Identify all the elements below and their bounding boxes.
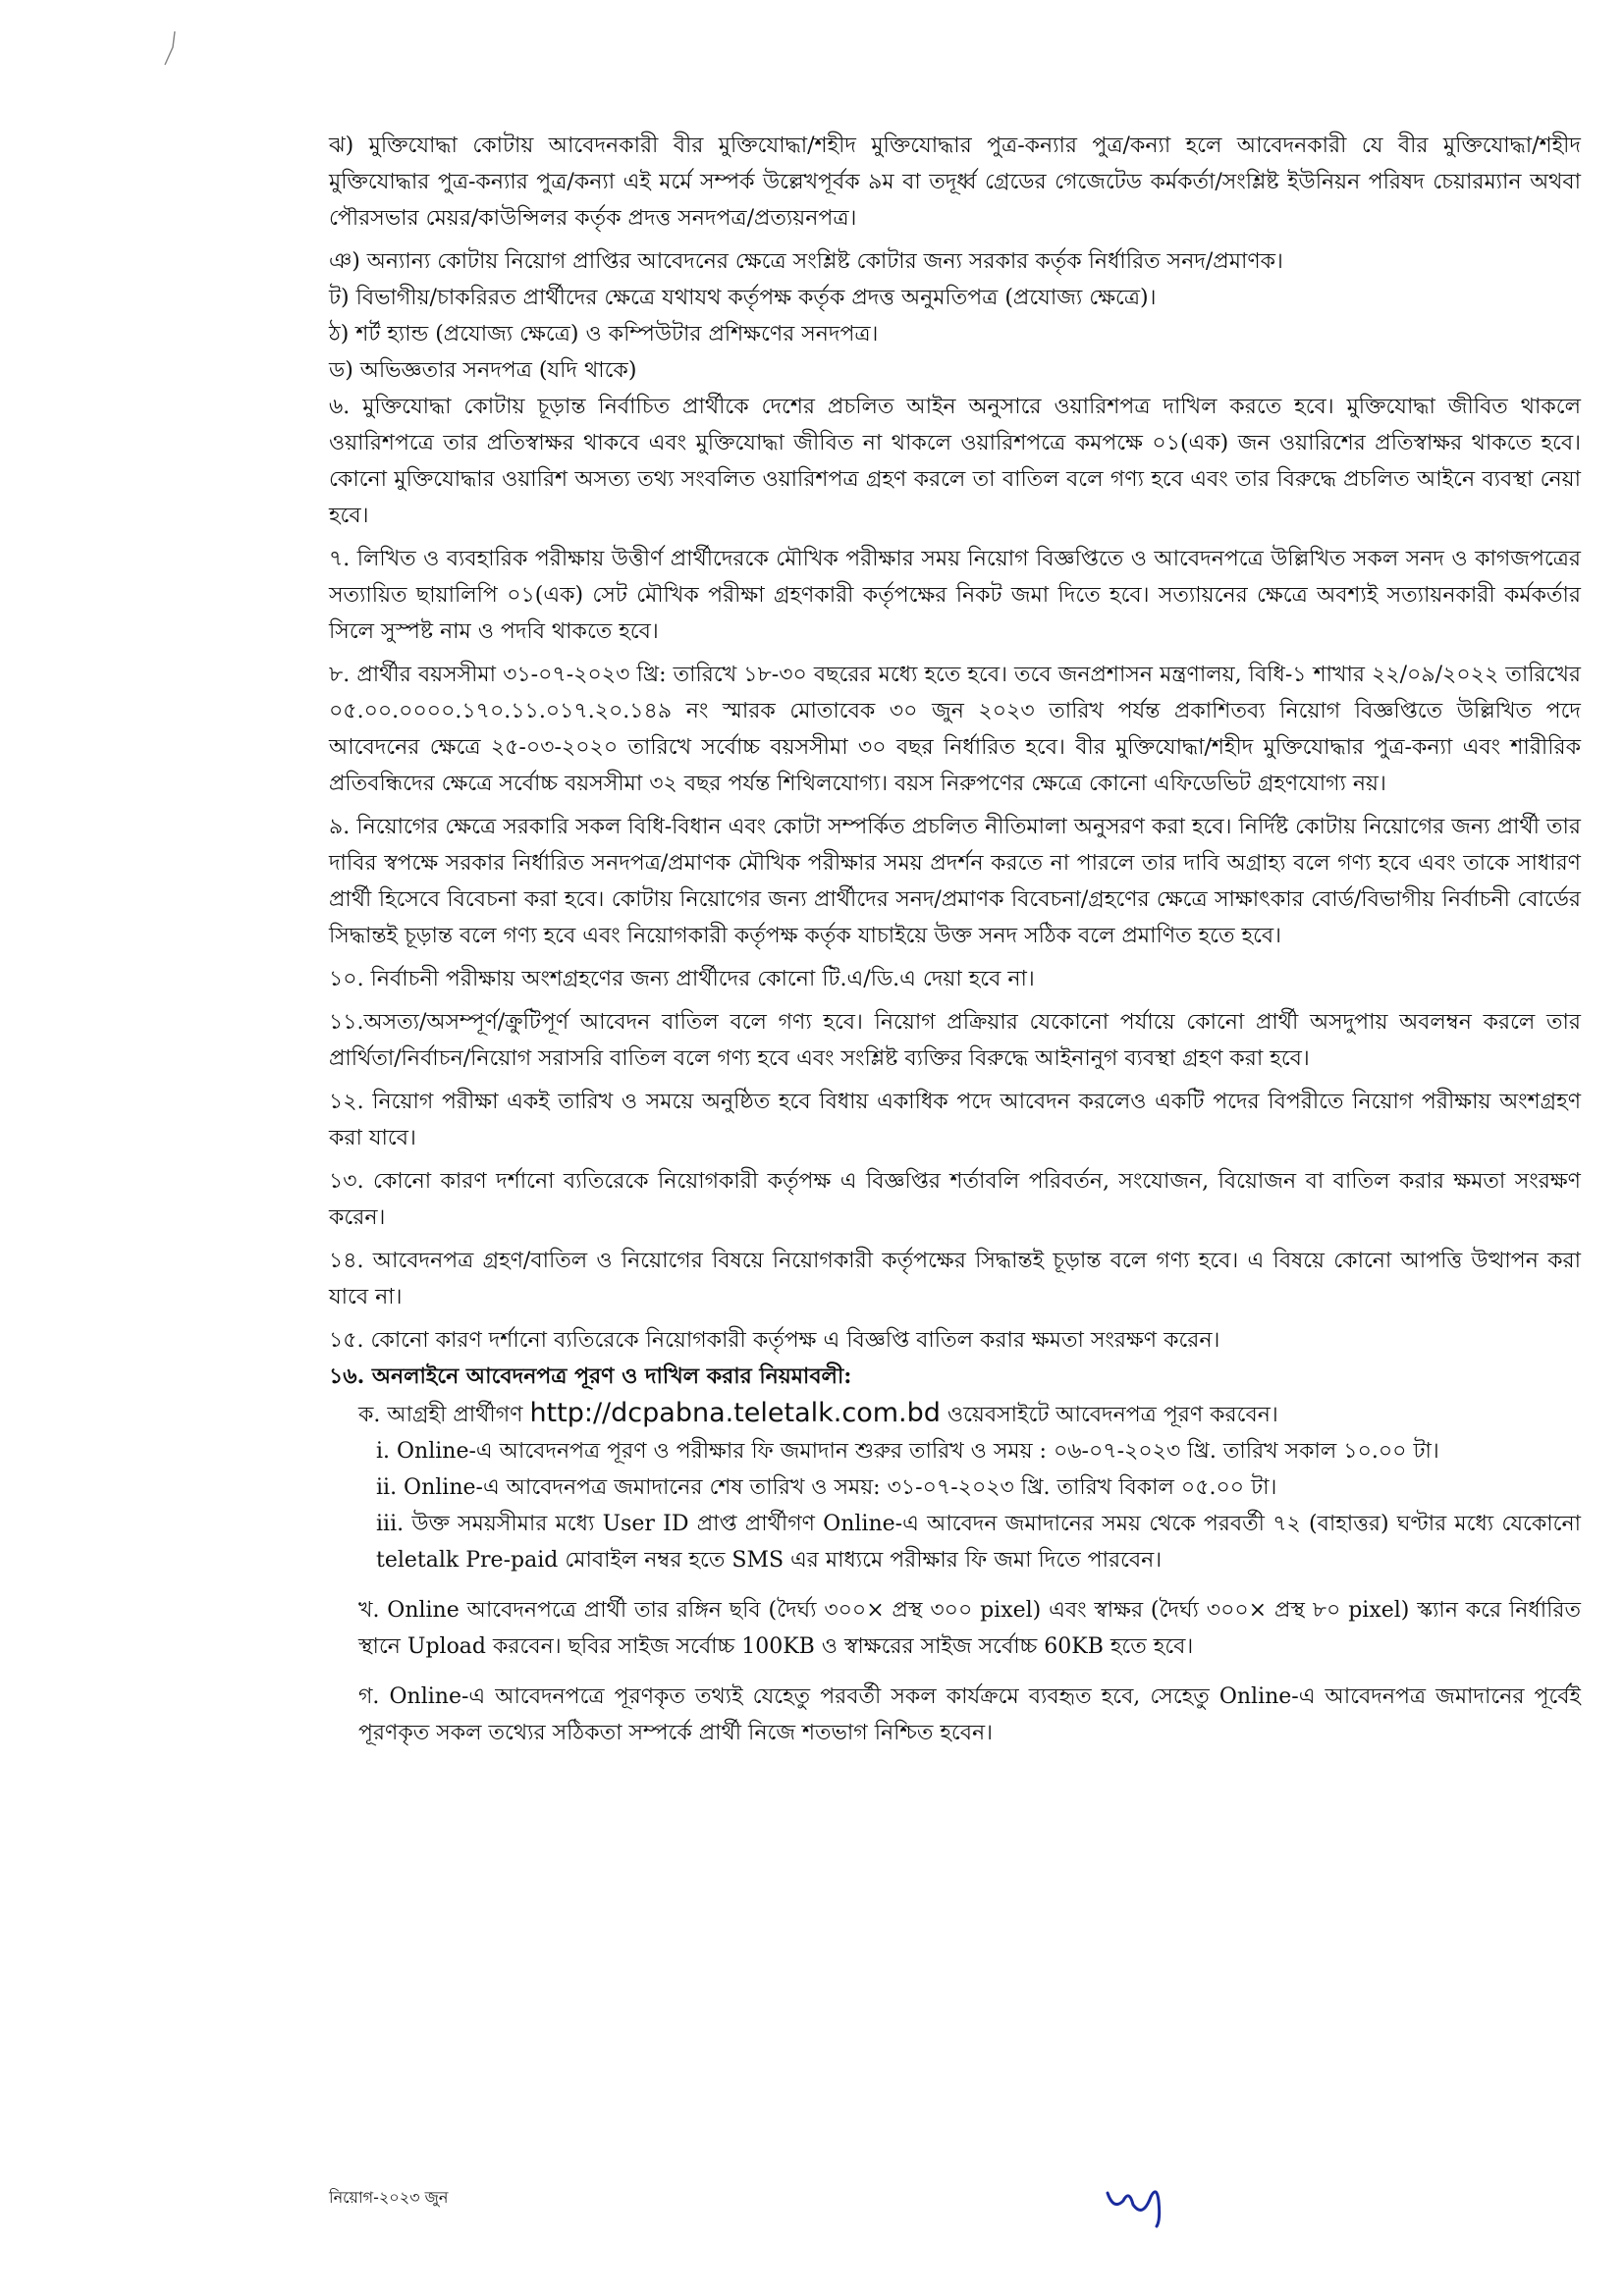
document-body	[329, 128, 1581, 1758]
application-url-link[interactable]: http://dcpabna.teletalk.com.bd	[529, 1398, 941, 1428]
clause-12: ১২. নিয়োগ পরীক্ষা একই তারিখ ও সময়ে অনুষ্ঠিত হবে বিধায় একাধিক পদে আবেদন করলেও একটি পদের বিপরীতে নিয়োগ পরীক্ষায় অংশগ্রহণ করা যাবে।	[329, 1090, 1581, 1150]
clause-11: ১১.অসত্য/অসম্পূর্ণ/ক্রুটিপূর্ণ আবেদন বাতিল বলে গণ্য হবে। নিয়োগ প্রক্রিয়ার যেকোনো পর্যায়ে কোনো প্রার্থী অসদুপায় অবলম্বন করলে তার প্রার্থিতা/নির্বাচন/নিয়োগ সরাসরি বাতিল বলে গণ্য হবে এবং সংশ্লিষ্ট ব্যক্তির বিরুদ্ধে আইনানুগ ব্যবস্থা গ্রহণ করা হবে।	[329, 1010, 1581, 1071]
item-tha: ঠ) শর্ট হ্যান্ড (প্রযোজ্য ক্ষেত্রে) ও কম্পিউটার প্রশিক্ষণের সনদপত্র।	[329, 322, 879, 347]
handwritten-signature-icon	[1100, 2171, 1178, 2230]
clause-6: ৬. মুক্তিযোদ্ধা কোটায় চূড়ান্ত নির্বাচিত প্রার্থীকে দেশের প্রচলিত আইন অনুসারে ওয়ারিশপত্র দাখিল করতে হবে। মুক্তিযোদ্ধা জীবিত থাকলে ওয়ারিশপত্রে তার প্রতিস্বাক্ষর থাকবে এবং মুক্তিযোদ্ধা জীবিত না থাকলে ওয়ারিশপত্রে কমপক্ষে ০১(এক) জন ওয়ারিশের প্রতিস্বাক্ষর থাকতে হবে। কোনো মুক্তিযোদ্ধার ওয়ারিশ অসত্য তথ্য সংবলিত ওয়ারিশপত্র গ্রহণ করলে তা বাতিল বলে গণ্য হবে এবং তার বিরুদ্ধে প্রচলিত আইনে ব্যবস্থা নেয়া হবে।	[329, 395, 1581, 528]
footer-note: নিয়োগ-২০২৩ জুন	[329, 2188, 449, 2207]
clause-7: ৭. লিখিত ও ব্যবহারিক পরীক্ষায় উত্তীর্ণ প্রার্থীদেরকে মৌখিক পরীক্ষার সময় নিয়োগ বিজ্ঞপ্তিতে ও আবেদনপত্রে উল্লিখিত সকল সনদ ও কাগজপত্রের সত্যায়িত ছায়ালিপি ০১(এক) সেট মৌখিক পরীক্ষা গ্রহণকারী কর্তৃপক্ষের নিকট জমা দিতে হবে। সত্যায়নের ক্ষেত্রে অবশ্যই সত্যায়নকারী কর্মকর্তার সিলে সুস্পষ্ট নাম ও পদবি থাকতে হবে।	[329, 547, 1581, 644]
item-jha: ঝ) মুক্তিযোদ্ধা কোটায় আবেদনকারী বীর মুক্তিযোদ্ধা/শহীদ মুক্তিযোদ্ধার পুত্র-কন্যার পুত্র/কন্যা হলে আবেদনকারী যে বীর মুক্তিযোদ্ধা/শহীদ মুক্তিযোদ্ধার পুত্র-কন্যার পুত্র/কন্যা এই মর্মে সম্পর্ক উল্লেখপূর্বক ৯ম বা তদূর্ধ্ব গ্রেডের গেজেটেড কর্মকর্তা/সংশ্লিষ্ট ইউনিয়ন পরিষদ চেয়ারম্যান অথবা পৌরসভার মেয়র/কাউন্সিলর কর্তৃক প্রদত্ত সনদপত্র/প্রত্যয়নপত্র।	[329, 133, 1581, 231]
item-da: ড) অভিজ্ঞতার সনদপত্র (যদি থাকে)	[329, 358, 637, 383]
clause-15: ১৫. কোনো কারণ দর্শানো ব্যতিরেকে নিয়োগকারী কর্তৃপক্ষ এ বিজ্ঞপ্তি বাতিল করার ক্ষমতা সংরক্ষণ করেন।	[329, 1328, 1220, 1353]
clause-9: ৯. নিয়োগের ক্ষেত্রে সরকারি সকল বিধি-বিধান এবং কোটা সম্পর্কিত প্রচলিত নীতিমালা অনুসরণ করা হবে। নির্দিষ্ট কোটায় নিয়োগের জন্য প্রার্থী তার দাবির স্বপক্ষে সরকার নির্ধারিত সনদপত্র/প্রমাণক মৌখিক পরীক্ষার সময় প্রদর্শন করতে না পারলে তার দাবি অগ্রাহ্য বলে গণ্য হবে এবং তাকে সাধারণ প্রার্থী হিসেবে বিবেচনা করা হবে। কোটায় নিয়োগের জন্য প্রার্থীদের সনদ/প্রমাণক বিবেচনা/গ্রহণের ক্ষেত্রে সাক্ষাৎকার বোর্ড/বিভাগীয় নির্বাচনী বোর্ডের সিদ্ধান্তই চূড়ান্ত বলে গণ্য হবে এবং নিয়োগকারী কর্তৃপক্ষ কর্তৃক যাচাইয়ে উক্ত সনদ সঠিক বলে প্রমাণিত হতে হবে।	[329, 815, 1581, 948]
clause-16-ka-suffix: ওয়েবসাইটে আবেদনপত্র পূরণ করবেন।	[947, 1403, 1278, 1427]
clause-16-ka	[329, 1395, 1581, 1433]
item-nya: ঞ) অন্যান্য কোটায় নিয়োগ প্রাপ্তির আবেদনের ক্ষেত্রে সংশ্লিষ্ট কোটার জন্য সরকার কর্তৃক নির্ধারিত সনদ/প্রমাণক।	[329, 249, 1283, 274]
clause-8: ৮. প্রার্থীর বয়সসীমা ৩১-০৭-২০২৩ খ্রি: তারিখে ১৮-৩০ বছরের মধ্যে হতে হবে। তবে জনপ্রশাসন মন্ত্রণালয়, বিধি-১ শাখার ২২/০৯/২০২২ তারিখের ০৫.০০.০০০০.১৭০.১১.০১৭.২০.১৪৯ নং স্মারক মোতাবেক ৩০ জুন ২০২৩ তারিখ পর্যন্ত প্রকাশিতব্য নিয়োগ বিজ্ঞপ্তিতে উল্লিখিত পদে আবেদনের ক্ষেত্রে ২৫-০৩-২০২০ তারিখে সর্বোচ্চ বয়সসীমা ৩০ বছর নির্ধারিত হবে। বীর মুক্তিযোদ্ধা/শহীদ মুক্তিযোদ্ধার পুত্র-কন্যা এবং শারীরিক প্রতিবন্ধিদের ক্ষেত্রে সর্বোচ্চ বয়সসীমা ৩২ বছর পর্যন্ত শিথিলযোগ্য। বয়স নিরুপণের ক্ষেত্রে কোনো এফিডেভিট গ্রহণযোগ্য নয়।	[329, 663, 1581, 796]
clause-16-heading: ১৬. অনলাইনে আবেদনপত্র পূরণ ও দাখিল করার নিয়মাবলী:	[329, 1363, 852, 1389]
clause-16-i: i. Online-এ আবেদনপত্র পূরণ ও পরীক্ষার ফি জমাদান শুরুর তারিখ ও সময় : ০৬-০৭-২০২৩ খ্রি. তারিখ সকাল ১০.০০ টা।	[376, 1439, 1439, 1464]
clause-13: ১৩. কোনো কারণ দর্শানো ব্যতিরেকে নিয়োগকারী কর্তৃপক্ষ এ বিজ্ঞপ্তির শর্তাবলি পরিবর্তন, সংযোজন, বিয়োজন বা বাতিল করার ক্ষমতা সংরক্ষণ করেন।	[329, 1169, 1581, 1230]
clause-10: ১০. নির্বাচনী পরীক্ষায় অংশগ্রহণের জন্য প্রার্থীদের কোনো টি.এ/ডি.এ দেয়া হবে না।	[329, 967, 1035, 991]
clause-16-ga: গ. Online-এ আবেদনপত্রে পূরণকৃত তথ্যই যেহেতু পরবর্তী সকল কার্যক্রমে ব্যবহৃত হবে, সেহেতু Online-এ আবেদনপত্র জমাদানের পূর্বেই পূরণকৃত সকল তথ্যের সঠিকতা সম্পর্কে প্রার্থী নিজে শতভাগ নিশ্চিত হবেন।	[358, 1684, 1581, 1745]
clause-14: ১৪. আবেদনপত্র গ্রহণ/বাতিল ও নিয়োগের বিষয়ে নিয়োগকারী কর্তৃপক্ষের সিদ্ধান্তই চূড়ান্ত বলে গণ্য হবে। এ বিষয়ে কোনো আপত্তি উত্থাপন করা যাবে না।	[329, 1249, 1581, 1309]
clause-16-ii: ii. Online-এ আবেদনপত্র জমাদানের শেষ তারিখ ও সময়: ৩১-০৭-২০২৩ খ্রি. তারিখ বিকাল ০৫.০০ টা।	[376, 1475, 1277, 1500]
clause-16-ka-prefix: ক. আগ্রহী প্রার্থীগণ	[358, 1403, 523, 1427]
clause-16-kha: খ. Online আবেদনপত্রে প্রার্থী তার রঙ্গিন ছবি (দৈর্ঘ্য ৩০০× প্রস্থ ৩০০ pixel) এবং স্বাক্ষর (দৈর্ঘ্য ৩০০× প্রস্থ ৮০ pixel) স্ক্যান করে নির্ধারিত স্থানে Upload করবেন। ছবির সাইজ সর্বোচ্চ 100KB ও স্বাক্ষরের সাইজ সর্বোচ্চ 60KB হতে হবে।	[358, 1598, 1581, 1659]
item-ta: ট) বিভাগীয়/চাকরিরত প্রার্থীদের ক্ষেত্রে যথাযথ কর্তৃপক্ষ কর্তৃক প্রদত্ত অনুমতিপত্র (প্রযোজ্য ক্ষেত্রে)।	[329, 286, 1157, 310]
scan-mark-icon	[161, 27, 190, 67]
clause-16-iii: iii. উক্ত সময়সীমার মধ্যে User ID প্রাপ্ত প্রার্থীগণ Online-এ আবেদন জমাদানের সময় থেকে পরবর্তী ৭২ (বাহাত্তর) ঘণ্টার মধ্যে যেকোনো teletalk Pre-paid মোবাইল নম্বর হতে SMS এর মাধ্যমে পরীক্ষার ফি জমা দিতে পারবেন।	[376, 1512, 1581, 1573]
